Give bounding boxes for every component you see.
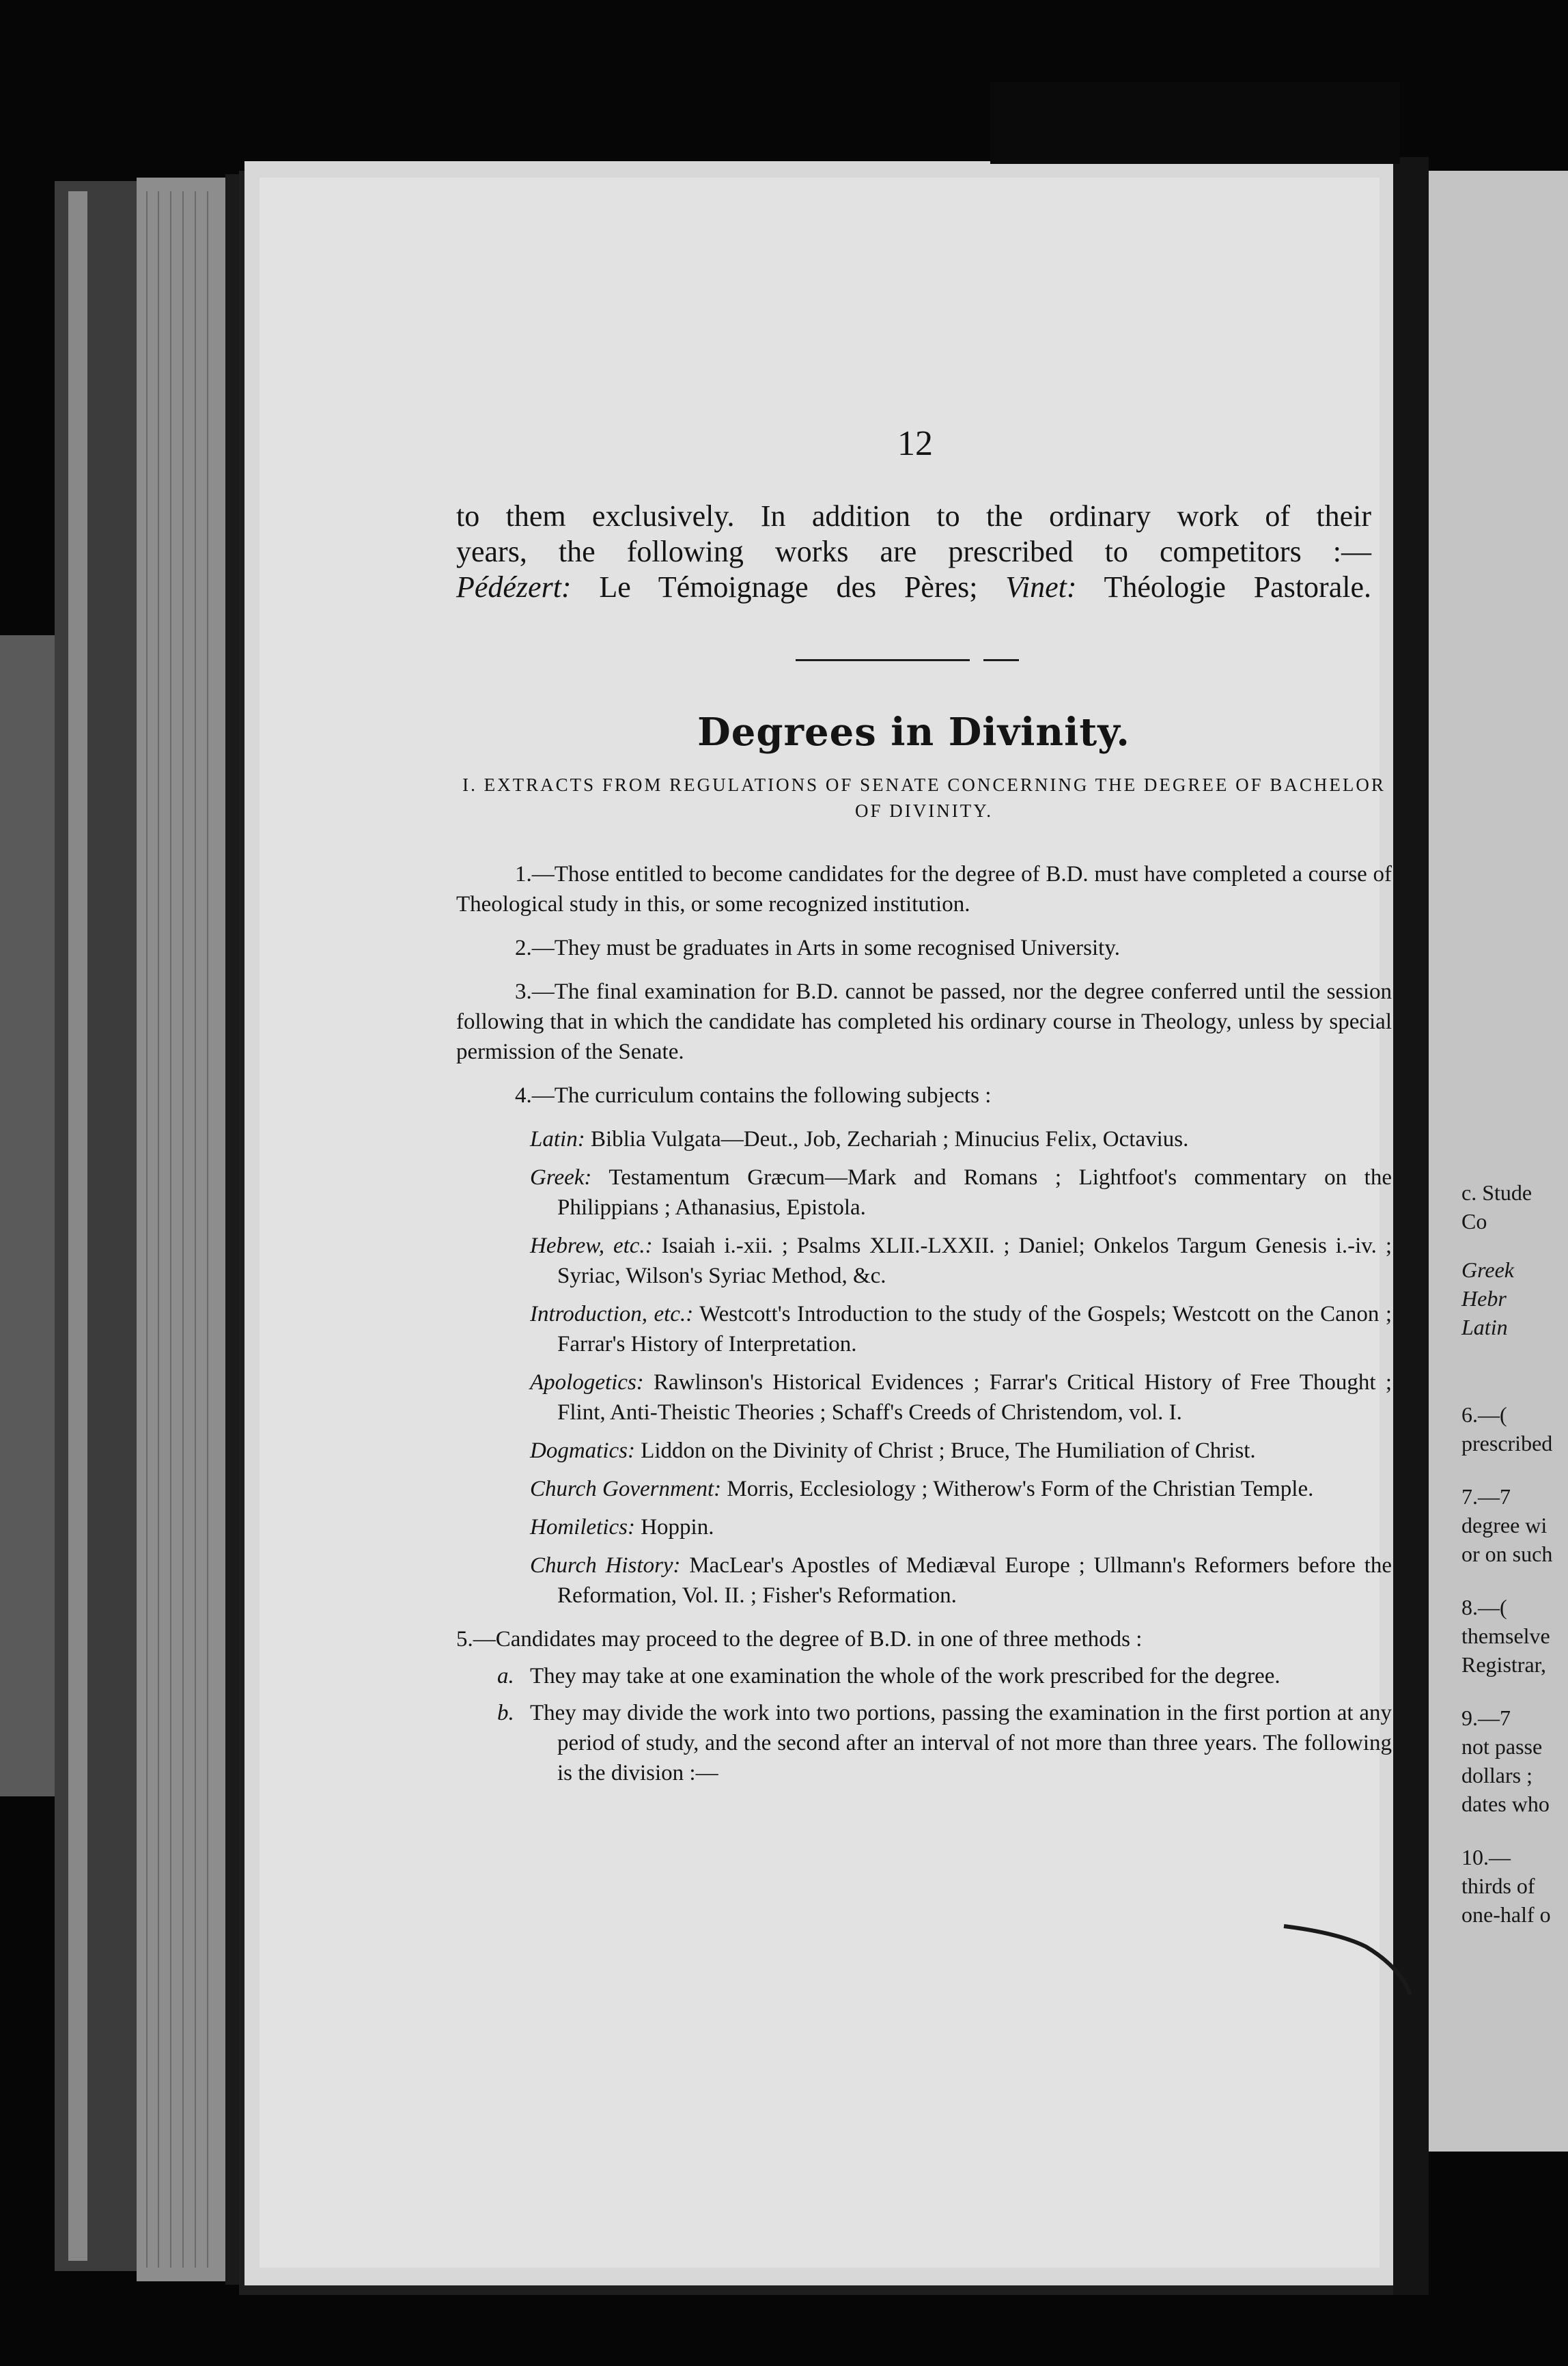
subject-text: Westcott's Introduction to the study of the Gospels; Westcott on the Canon ; Farrar's History of Interpretation. [557, 1302, 1392, 1356]
section-divider [983, 659, 1019, 661]
facing-line: prescribed [1461, 1431, 1553, 1456]
subject-text: Biblia Vulgata—Deut., Job, Zechariah ; Minucius Felix, Octavius. [585, 1127, 1189, 1152]
facing-line: Greek [1461, 1257, 1514, 1282]
subject-label: Church Government: [530, 1477, 722, 1501]
subject-entry [456, 1512, 1392, 1542]
author-name: Pédézert: [456, 570, 572, 604]
method-text: They may take at one examination the whole of the work prescribed for the degree. [530, 1664, 1280, 1688]
section-divider [796, 659, 970, 661]
subject-entry [456, 1550, 1392, 1611]
subject-entry [456, 1163, 1392, 1223]
subject-label: Hebrew, etc.: [530, 1234, 653, 1258]
regulation-paragraph: 4.—The curriculum contains the following subjects : [515, 1083, 992, 1108]
subject-entry [456, 1367, 1392, 1428]
facing-line: degree wi [1461, 1513, 1548, 1537]
regulation-paragraph: 3.—The final examination for B.D. cannot be passed, nor the degree conferred until the session following that in which the candidate has completed his ordinary course in Theology, unless by special permission of the Senate. [456, 979, 1392, 1064]
facing-line: c. Stude [1461, 1180, 1532, 1205]
regulation-paragraph: 5.—Candidates may proceed to the degree of B.D. in one of three methods : [456, 1627, 1143, 1652]
facing-line: dollars ; [1461, 1763, 1532, 1787]
subject-text: Isaiah i.-xii. ; Psalms XLII.-LXXII. ; Daniel; Onkelos Targum Genesis i.-iv. ; Syriac, Wilson's Syriac Method, &c. [557, 1234, 1392, 1288]
subject-label: Greek: [530, 1165, 592, 1190]
method-item [456, 1698, 1392, 1788]
subject-entry [456, 1124, 1392, 1154]
facing-line: one-half o [1461, 1902, 1551, 1927]
subject-label: Apologetics: [530, 1370, 644, 1395]
facing-line: 10.— [1461, 1845, 1511, 1869]
facing-line: Registrar, [1461, 1652, 1547, 1677]
subject-entry [456, 1436, 1392, 1466]
facing-line: 9.—7 [1461, 1706, 1511, 1730]
facing-page-fragment [1461, 1255, 1568, 1341]
intro-line: years, the following works are prescribed to competitors :— [456, 535, 1371, 568]
facing-page-fragment [1461, 1400, 1568, 1929]
regulation-paragraph: 1.—Those entitled to become candidates for the degree of B.D. must have completed a course of Theological study in this, or some recognized institution. [456, 862, 1392, 917]
section-heading: Degrees in Divinity. [697, 710, 1130, 755]
book-title: Théologie Pastorale. [1076, 570, 1371, 604]
regulations-body [456, 859, 1392, 1795]
facing-page-fragment [1461, 1178, 1568, 1236]
intro-line-last [456, 570, 1371, 605]
subject-text: Rawlinson's Historical Evidences ; Farrar's Critical History of Free Thought ; Flint, Anti-Theistic Theories ; Schaff's Creeds of Christendom, vol. I. [557, 1370, 1392, 1425]
subject-entry [456, 1474, 1392, 1504]
facing-line: dates who [1461, 1792, 1550, 1816]
subject-text: Hoppin. [634, 1515, 714, 1540]
subject-text: Liddon on the Divinity of Christ ; Bruce, The Humiliation of Christ. [634, 1438, 1256, 1463]
subject-label: Latin: [530, 1127, 585, 1152]
facing-line: 6.—( [1461, 1402, 1507, 1427]
facing-line: or on such [1461, 1542, 1553, 1566]
facing-line: 7.—7 [1461, 1484, 1511, 1509]
subject-text: MacLear's Apostles of Mediæval Europe ; Ullmann's Reformers before the Reformation, Vol. II. ; Fisher's Reformation. [557, 1553, 1392, 1608]
subject-text: Morris, Ecclesiology ; Witherow's Form of the Christian Temple. [721, 1477, 1314, 1501]
subject-entry [456, 1231, 1392, 1291]
subject-text: Testamentum Græcum—Mark and Romans ; Lightfoot's commentary on the Philippians ; Athanasius, Epistola. [557, 1165, 1392, 1220]
facing-line: themselve [1461, 1624, 1550, 1648]
facing-line: thirds of [1461, 1874, 1535, 1898]
subject-label: Introduction, etc.: [530, 1302, 694, 1326]
subsection-title: I. EXTRACTS FROM REGULATIONS OF SENATE CONCERNING THE DEGREE OF BACHELOR OF DIVINITY. [462, 775, 1386, 821]
intro-paragraph [456, 499, 1371, 605]
subject-label: Homiletics: [530, 1515, 635, 1540]
book-title: Le Témoignage des Pères; [571, 570, 978, 604]
method-letter: b. [497, 1701, 514, 1725]
method-item [456, 1661, 1392, 1691]
subject-label: Church History: [530, 1553, 681, 1578]
facing-line: 8.—( [1461, 1595, 1507, 1619]
facing-line: Latin [1461, 1315, 1508, 1339]
regulation-paragraph: 2.—They must be graduates in Arts in some recognised University. [515, 936, 1120, 960]
facing-line: Co [1461, 1209, 1487, 1234]
method-text: They may divide the work into two portions, passing the examination in the first portion at any period of study, and the second after an interval of not more than three years. The following is the division :— [530, 1701, 1392, 1785]
page-number: 12 [897, 424, 933, 463]
intro-line: to them exclusively. In addition to the ordinary work of their [456, 499, 1371, 533]
subject-label: Dogmatics: [530, 1438, 635, 1463]
method-letter: a. [497, 1664, 514, 1688]
facing-line: not passe [1461, 1734, 1543, 1759]
subject-entry [456, 1299, 1392, 1359]
facing-line: Hebr [1461, 1286, 1507, 1311]
author-name: Vinet: [977, 570, 1077, 604]
